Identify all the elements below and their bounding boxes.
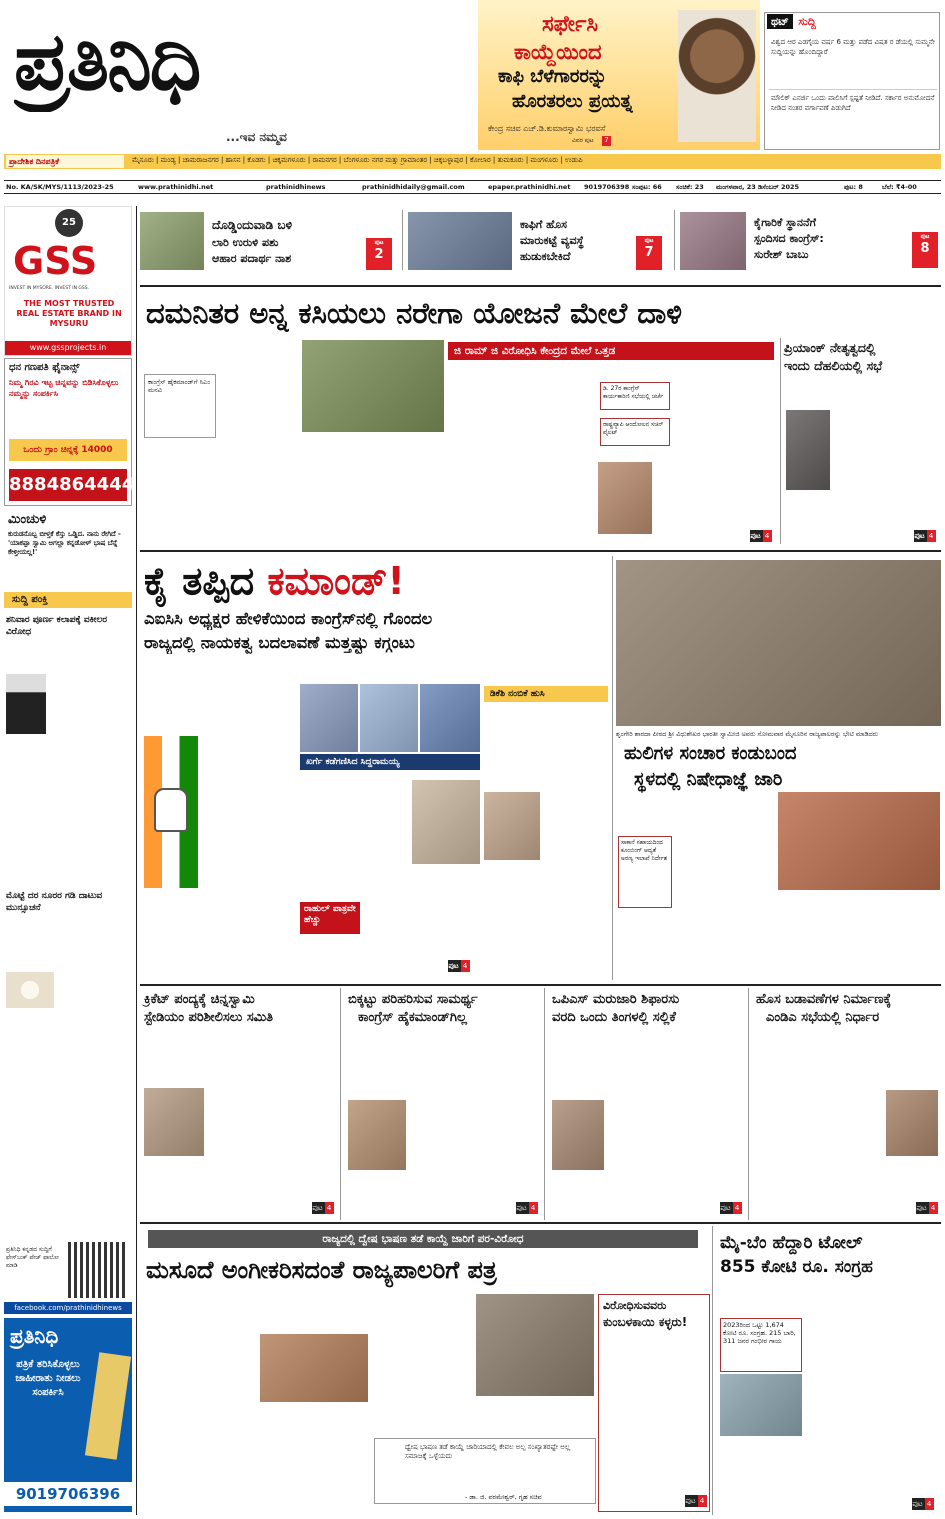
pages: ಪುಟ: 8 <box>844 183 863 191</box>
tiger-body <box>618 912 754 976</box>
bottom-body <box>476 1400 594 1436</box>
tiger-body <box>676 836 754 900</box>
tiger-head: ಹುಲಿಗಳ ಸಂಚಾರ ಕಂಡುಬಂದ <box>624 743 797 764</box>
finance-title: ಧನ ಗಣಪತಿ ಫೈನಾನ್ಸ್ <box>9 362 80 373</box>
thut-item: ವಿಶ್ವದ ಆರ ಎಡಗೈಯ ವರ್ಷ 6 ಮತ್ತು ಪಡೆದ ವಿಷತ ರ ಡೆಯಲ್ಲಿ ಸುಮ್ಮನೇ ಸುದ್ದಿಯನ್ನು ಹೊಂದಿದ್ದಾರೆ <box>771 38 935 56</box>
main-headline-b: ಕಮಾಂಡ್! <box>267 559 405 603</box>
hand-icon <box>154 788 188 832</box>
pilot-photo <box>598 462 652 534</box>
lead-headline: ದಮನಿತರ ಅನ್ನ ಕಸಿಯಲು ನರೇಗಾ ಯೋಜನೆ ಮೇಲೆ ದಾಳಿ <box>146 296 683 330</box>
email-link[interactable]: prathinidhidaily@gmail.com <box>362 183 465 191</box>
lead-body <box>302 436 444 542</box>
teaser-text: ಆಹಾರ ಪದಾರ್ಥ ನಾಶ <box>212 252 292 265</box>
bottom-body <box>144 1294 254 1512</box>
finance-offer: ಒಂದು ಗ್ರಾಂ ಚಿನ್ನಕ್ಕೆ 14000 <box>9 439 127 461</box>
phone-number: 9019706398 <box>584 183 630 191</box>
gss-sub: INVEST IN MYSORE. INVEST IN GSS. <box>9 286 90 291</box>
sidebar-story-head: ಶನಿವಾರ ಪೂರ್ಣ ಕಲಾಪಕ್ಕೆ ವಕೀಲರ ವಿರೋಧ <box>6 615 108 637</box>
toll-head: ಮೈ-ಬೆಂ ಹೆದ್ದಾರಿ ಟೋಲ್ <box>720 1233 863 1253</box>
website-link[interactable]: www.prathinidhi.net <box>138 183 214 191</box>
tiger-photo <box>778 792 940 890</box>
card-photo <box>552 1100 604 1170</box>
minchu-box <box>4 512 132 586</box>
ad-logo: ಪ್ರತಿನಿಧಿ <box>10 1324 59 1348</box>
leader-photo <box>420 684 480 752</box>
leader-photo <box>360 684 418 752</box>
siddaramaiah-photo <box>412 780 480 864</box>
box-head: ಕುಂಬಳಕಾಯಿ ಕಳ್ಳರು! <box>603 1315 688 1329</box>
qr-label: ಪ್ರತಿನಿಧಿ ಕನ್ನಡದ ಸುದ್ದಿಗೆ ಫೇಸ್‌ಬುಕ್ ಪೇಜ್ ಫಾಲೋ ಮಾಡಿ <box>6 1246 59 1269</box>
card-body <box>144 1030 334 1084</box>
edition-label: ಪ್ರಾದೇಶಿಕ ದಿನಪತ್ರಿಕೆ <box>6 155 124 168</box>
teaser-text: ಮಾರುಕಟ್ಟೆ ವ್ಯವಸ್ಥೆ <box>520 234 584 247</box>
quote-text: ಕಾಂಗ್ರೆಸ್ ಹೈಕಮಾಂಡ್‌ಗೆ ಸಿಎಂ ಮನವಿ <box>148 378 211 394</box>
tiger-box: ಸಾಕಾನೆ ಸಹಾಯದಿಂದ ಕೂಂಬಿಂಗ್ ಆದ್ಯತೆ ಅರಣ್ಯ ಇಲಾಖೆ ನಿರ್ದೇಶ <box>618 836 672 908</box>
minchu-title: ಮಿಂಚುಳಿ <box>8 512 47 527</box>
logo: ಪ್ರತಿನಿಧಿ <box>14 15 200 108</box>
dk-photo <box>484 792 540 860</box>
teaser-text: ದೊಡ್ಡಿಂದುವಾಡಿ ಬಳಿ <box>212 218 293 232</box>
tiger-story <box>616 556 941 980</box>
side-note: ರಾಷ್ಟ್ರವ್ಯಾಪಿ ಆಂದೋಲನ ಸಚಿನ್ ಪೈಲಟ್ <box>600 418 670 446</box>
tagline: ...ಇವ ನಮ್ಮವ <box>226 130 287 144</box>
finance-phone: 8884864444 <box>9 469 127 501</box>
card-body <box>552 1030 742 1084</box>
leader-photos <box>300 684 480 752</box>
lead-body <box>672 364 774 542</box>
card-page-ref: ಪುಟ 4 <box>720 1202 742 1214</box>
teaser-photo <box>680 212 746 270</box>
teaser-page: ಪುಟ 7 <box>636 236 662 270</box>
gss-years-badge: 25 <box>55 209 83 237</box>
main-body <box>202 736 296 892</box>
teaser-page: ಪುಟ 8 <box>912 232 938 268</box>
sidebar-story-head: ಮೊಟ್ಟೆ ದರ ನೂರರ ಗಡಿ ದಾಟುವ ಮುನ್ಸೂಚನೆ <box>6 891 103 913</box>
news-card <box>344 988 542 1220</box>
card-page-ref: ಪುಟ 4 <box>916 1202 938 1214</box>
dk-label: ಡಿಕೆಶಿ ನಂಬಿಕೆ ಹುಸಿ <box>484 686 608 702</box>
teaser-card[interactable] <box>408 212 664 270</box>
thut-title: ಥಟ್ <box>767 14 793 29</box>
pumpkin-box <box>598 1294 710 1512</box>
priyank-head: ಇಂದು ದೆಹಲಿಯಲ್ಲಿ ಸಭೆ <box>784 358 883 373</box>
priyank-body <box>834 382 938 494</box>
priyank-photo <box>786 410 830 490</box>
teaser-card[interactable] <box>680 212 940 270</box>
lead-story <box>140 338 776 546</box>
ad-text: ಪತ್ರಿಕೆ ತರಿಸಿಕೊಳ್ಳಲು ಜಾಹೀರಾತು ನೀಡಲು ಸಂಪರ್ಕಿಸಿ <box>15 1359 81 1398</box>
card-photo <box>886 1090 938 1156</box>
quote-text: ಧ್ವೇಷ ಭಾಷಣ ತಡೆ ಕಾಯ್ದೆ ಜಾರಿಯಾದಲ್ಲಿ ಕೇವಲ ಅಲ್ಪ ಸಂಖ್ಯಾತರಷ್ಟೇ ಅಲ್ಲ ಸಮಾಜಕ್ಕೆ ಒಳ್ಳೆಯದು <box>405 1443 571 1460</box>
teaser-strip <box>140 206 941 274</box>
main-sub: ರಾಜ್ಯದಲ್ಲಿ ನಾಯಕತ್ವ ಬದಲಾವಣೆ ಮತ್ತಷ್ಟು ಕಗ್ಗಂಟು <box>144 633 415 652</box>
thut-suddi-box <box>764 12 940 150</box>
district-bar <box>4 154 941 169</box>
teaser-text: ಹುಡುಕಬೇಕಿದೆ <box>520 250 571 263</box>
toll-body <box>806 1318 938 1436</box>
card-body <box>608 1088 742 1216</box>
tiger-head: ಸ್ಥಳದಲ್ಲಿ ನಿಷೇಧಾಜ್ಞೆ ಜಾರಿ <box>634 769 783 790</box>
card-body <box>756 1088 882 1216</box>
social-handle[interactable]: prathinidhinews <box>266 183 326 191</box>
lead-photo <box>302 340 444 432</box>
box-head: ವಿರೋಧಿಸುವವರು <box>603 1299 667 1312</box>
priyank-page-ref: ಪುಟ 4 <box>914 530 936 542</box>
main-body <box>484 900 608 976</box>
quote-author: - ಡಾ. ಜಿ. ಪರಮೇಶ್ವರ್, ಗೃಹ ಸಚಿವ <box>465 1493 542 1501</box>
panki-title: ಸುದ್ದಿ ಪಂಕ್ತಿ <box>4 592 132 608</box>
main-sub: ಎಐಸಿಸಿ ಅಧ್ಯಕ್ಷರ ಹೇಳಿಕೆಯಿಂದ ಕಾಂಗ್ರೆಸ್‌ನಲ್ಲಿ ಗೊಂದಲ <box>144 609 433 628</box>
main-body <box>300 772 408 892</box>
finance-body: ನಿಮ್ಮ ಗಿರವಿ ಇಟ್ಟ ಚಿನ್ನವನ್ನು ಬಿಡಿಸಿಕೊಳ್ಳಲು ನಮ್ಮನ್ನು ಸಂಪರ್ಕಿಸಿ <box>9 377 127 435</box>
lead-body <box>448 364 596 542</box>
price: ಬೆಲೆ: ₹4-00 <box>882 183 917 191</box>
card-body <box>756 1030 938 1084</box>
facebook-link[interactable]: facebook.com/prathinidhinews <box>4 1302 132 1314</box>
date: ಮಂಗಳವಾರ, 23 ಡಿಸೆಂಬರ್ 2025 <box>716 183 800 191</box>
priyank-head: ಪ್ರಿಯಾಂಕ್ ನೇತೃತ್ವದಲ್ಲಿ <box>784 340 876 355</box>
qr-code[interactable] <box>68 1242 128 1298</box>
thut-title-b: ಸುದ್ದಿ <box>798 15 816 28</box>
teaser-photo <box>140 212 204 270</box>
main-body <box>484 706 608 754</box>
teaser-card[interactable] <box>140 212 396 270</box>
teaser-text: ಲಾರಿ ಉರುಳಿ ಪಶು <box>212 236 279 249</box>
teaser-text: ಸುರೇಶ್ ಬಾಬು <box>754 248 809 261</box>
box-page-ref: ಪುಟ 4 <box>685 1495 707 1507</box>
card-page-ref: ಪುಟ 4 <box>516 1202 538 1214</box>
card-photo <box>144 1088 204 1156</box>
toll-body <box>720 1440 938 1510</box>
main-body <box>544 756 608 906</box>
newspaper-illustration <box>85 1352 131 1459</box>
toll-body <box>720 1282 938 1312</box>
card-head: ಎಂಡಿಎ ಸಭೆಯಲ್ಲಿ ನಿರ್ಧಾರ <box>766 1010 880 1025</box>
lead-page-ref: ಪುಟ 4 <box>750 530 772 542</box>
issue: ಸಂಚಿಕೆ: 23 <box>676 183 704 191</box>
side-note: ಡಿ. 27ರ ಕಾಂಗ್ರೆಸ್ ಕಾರ್ಯಕಾರಿಣಿ ಸಭೆಯಲ್ಲಿ ಚರ್ಚೆ <box>600 382 670 410</box>
card-head: ಕಾಂಗ್ರೆಸ್ ಹೈಕಮಾಂಡ್‌ಗಿಲ್ಲ <box>358 1010 467 1025</box>
news-card <box>752 988 941 1220</box>
news-row <box>140 988 941 1220</box>
info-bar <box>4 180 941 194</box>
gss-logo: GSS <box>13 239 98 283</box>
promo-sub: ಕೇಂದ್ರ ಸಚಿವ ಎಚ್.ಡಿ.ಕುಮಾರಸ್ವಾಮಿ ಭರವಸೆ <box>488 124 606 133</box>
main-headline-a: ಕೈ ತಪ್ಪಿದ <box>144 559 255 603</box>
card-photo <box>348 1100 406 1170</box>
gss-web: www.gssprojects.in <box>5 341 131 355</box>
card-head: ಒಪಿಎಸ್ ಮರುಜಾರಿ ಶಿಫಾರಸು <box>552 992 680 1007</box>
district-list: ಮೈಸೂರು | ಮಂಡ್ಯ | ಚಾಮರಾಜನಗರ | ಹಾಸನ | ಕೊಡಗು | ಚಿಕ್ಕಮಗಳೂರು | ರಾಮನಗರ | ಬೆಂಗಳೂರು ನಗರ ಮತ್ತು ಗ್ರಾಮಾಂತರ | ಚಿಕ್ಕಬಳ್ಳಾಪುರ | ಕೋಲಾರ | ತುಮಕೂರು | ಮಂಗಳೂರು | ಉಡುಪಿ <box>132 156 583 164</box>
prathinidhi-ad[interactable] <box>4 1318 132 1512</box>
volume: ಸಂಪುಟ: 66 <box>632 183 662 191</box>
tiger-body <box>778 894 940 978</box>
bottom-body <box>260 1406 368 1512</box>
card-page-ref: ಪುಟ 4 <box>312 1202 334 1214</box>
minister-photo <box>260 1334 368 1402</box>
promo-line: ಹೊರತರಲು ಪ್ರಯತ್ನ <box>512 91 633 112</box>
news-card <box>140 988 338 1220</box>
protest-photo <box>476 1294 594 1396</box>
thut-item: ಮೌಲಿಕ್ ಎನರ್ಜಿ ಒಂದು ಪಾಲಿಸಿಗೆ ಸ್ಪಷ್ಟತೆ ನೀಡಿದೆ. ಸರ್ಕಾರ ಅನುಮೋದನೆ ನೀಡಿದ ನಂತರ ವರ್ಗಾವಣೆ ಪಿಡುಗಿದೆ <box>771 94 935 112</box>
main-story <box>140 556 610 980</box>
promo-line: ಸರ್ಫೇಸಿ <box>542 12 599 37</box>
tiger-body <box>618 796 754 832</box>
toll-box: 2023ರಿಂದ ಒಟ್ಟು 1,674 ಕೋಟಿ ರೂ. ಸಂಗ್ರಹ. 215 ಬಾರಿ, 311 ಜನರ ಗಂಭೀರ ಗಾಯ <box>720 1318 802 1372</box>
teaser-photo <box>408 212 512 270</box>
bottom-kicker: ರಾಜ್ಯದಲ್ಲಿ ದ್ವೇಷ ಭಾಷಣ ತಡೆ ಕಾಯ್ದೆ ಜಾರಿಗೆ ಪರ-ವಿರೋಧ <box>148 1230 698 1248</box>
swamiji-photo <box>616 560 941 726</box>
promo-banner[interactable] <box>478 0 760 150</box>
rahul-label: ರಾಹುಲ್ ಪಾತ್ರವೇ ಹೆಚ್ಚು <box>300 902 360 934</box>
promo-line: ಕಾಫಿ ಬೆಳೆಗಾರರನ್ನು <box>498 66 608 87</box>
card-body <box>208 1088 334 1216</box>
card-head: ಹೊಸ ಬಡಾವಣೆಗಳ ನಿರ್ಮಾಣಕ್ಕೆ <box>756 992 892 1007</box>
teaser-text: ಕೈಗಾರಿಕೆ ಸ್ಥಾನನೆಗೆ <box>754 216 816 229</box>
teaser-page: ಪುಟ 2 <box>366 238 392 270</box>
promo-page-label: ವಿವರ ಪುಟ <box>572 137 594 144</box>
sidebar-story-body <box>6 642 130 886</box>
epaper-link[interactable]: epaper.prathinidhi.net <box>488 183 571 191</box>
main-page-ref: ಪುಟ 4 <box>448 960 470 972</box>
toll-head: 855 ಕೋಟಿ ರೂ. ಸಂಗ್ರಹ <box>720 1257 873 1277</box>
kharge-label: ಖರ್ಗೆ ಕಡೆಗಣಿಸಿದ ಸಿದ್ದರಾಮಯ್ಯ <box>300 754 480 770</box>
sidebar-story-body <box>6 918 130 1238</box>
news-card <box>548 988 746 1220</box>
promo-page-no: 7 <box>602 136 611 146</box>
teaser-text: ಕಾಫಿಗೆ ಹೊಸ <box>520 218 568 231</box>
main-body <box>144 900 296 976</box>
card-head: ಸ್ಟೇಡಿಯಂ ಪರಿಶೀಲಿಸಲು ಸಮಿತಿ <box>144 1010 274 1025</box>
reg-number: No. KA/SK/MYS/1113/2023-25 <box>6 183 114 191</box>
masthead <box>0 0 945 153</box>
photo-caption: ಶೃಂಗೇರಿ ಶಾರದಾ ಪೀಠದ ಶ್ರೀ ವಿಧುಶೇಖರ ಭಾರತೀ ಸ್ವಾಮೀಜಿ ಅವರು ಸೋಮವಾರ ಮೈಸೂರಿನ ರಾಜ್ಯಪಾಲರನ್ನು ಭೇಟಿ ಮಾಡಿದರು <box>616 730 879 738</box>
minchu-body: ಕುರುಡನೊಬ್ಬ ಬೀಳ್ತಕೆ ಕೆಸ್ತು ಒಡ್ಡಿದ. ನಾನು ರೇಗಿದೆ - 'ಯಾಕಪ್ಪಾ ಸ್ವಾಮಿ ಅಗಲ್ಲಾ ಕನ್ನಡೋಳ್ ಭಾಷ ಬೆನ್ನೆ ಕೇಳ್ತೀಯಲ್ಲ!' <box>8 530 121 556</box>
sidebar <box>4 206 135 1515</box>
minister-photo <box>678 10 756 142</box>
leader-photo <box>300 684 358 752</box>
gss-ad[interactable] <box>4 206 132 356</box>
toll-page-ref: ಪುಟ 4 <box>912 1498 934 1510</box>
box-body <box>603 1335 707 1485</box>
teaser-text: ಸ್ಪಂದಿಸದ ಕಾಂಗ್ರೆಸ್: <box>754 232 824 245</box>
ad-phone: 9019706396 <box>4 1482 132 1506</box>
card-head: ವರದಿ ಒಂದು ತಿಂಗಳಲ್ಲಿ ಸಲ್ಲಿಕೆ <box>552 1010 676 1025</box>
priyank-story <box>784 338 941 546</box>
card-head: ಬಿಕ್ಕಟ್ಟು ಪರಿಹರಿಸುವ ಸಾಮರ್ಥ್ಯ <box>348 992 478 1007</box>
gss-trusted: THE MOST TRUSTED REAL ESTATE BRAND IN MYSURU <box>16 299 122 328</box>
quote-box <box>374 1438 596 1504</box>
toll-story <box>716 1226 941 1515</box>
finance-ad[interactable] <box>4 358 135 506</box>
card-head: ಕ್ರಿಕೆಟ್ ಪಂದ್ಯಕ್ಕೆ ಚಿನ್ನಸ್ವಾಮಿ <box>144 992 255 1007</box>
promo-line: ಕಾಯ್ದೆಯಿಂದ <box>514 40 602 64</box>
card-body <box>348 1030 538 1084</box>
main-body <box>144 660 296 732</box>
toll-photo <box>720 1374 802 1436</box>
lead-body <box>144 342 298 542</box>
quote-box <box>144 374 216 438</box>
main-headline <box>144 556 405 606</box>
bottom-story <box>140 1226 710 1515</box>
bottom-headline: ಮಸೂದೆ ಅಂಗೀಕರಿಸದಂತೆ ರಾಜ್ಯಪಾಲರಿಗೆ ಪತ್ರ <box>146 1256 497 1284</box>
card-body <box>410 1088 538 1216</box>
lead-kicker: ಜಿ ರಾಮ್ ಜಿ ವಿರೋಧಿಸಿ ಕೇಂದ್ರದ ಮೇಲೆ ಒತ್ತಡ <box>448 342 774 360</box>
